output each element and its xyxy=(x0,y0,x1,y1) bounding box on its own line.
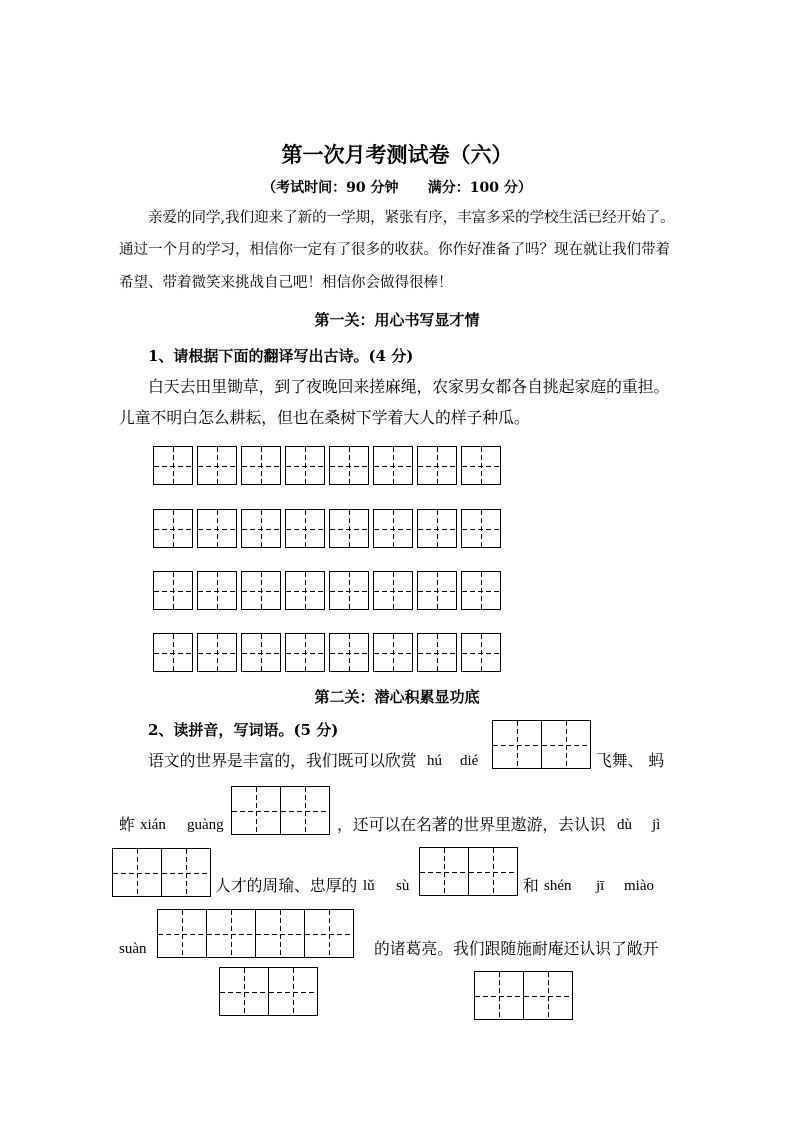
tianzige-box xyxy=(153,633,193,672)
pinyin-syllable: miào xyxy=(624,878,654,894)
tianzige-box xyxy=(329,509,369,548)
tianzige-box xyxy=(206,909,256,958)
tianzige-box xyxy=(492,720,542,769)
answer-boxes-lu-su xyxy=(419,847,518,896)
tianzige-box xyxy=(241,571,281,610)
exam-info: （考试时间：90 分钟 满分：100 分） xyxy=(262,180,532,196)
tianzige-box xyxy=(373,446,413,485)
pinyin-syllable: jì xyxy=(652,817,661,833)
tianzige-box xyxy=(197,509,237,548)
passage-text: 语文的世界是丰富的，我们既可以欣赏 xyxy=(148,751,417,770)
pinyin-syllable: shén xyxy=(544,878,572,894)
tianzige-box xyxy=(373,509,413,548)
tianzige-box xyxy=(285,571,325,610)
tianzige-box xyxy=(153,571,193,610)
tianzige-box xyxy=(268,967,318,1016)
tianzige-box xyxy=(241,509,281,548)
tianzige-box xyxy=(329,446,369,485)
tianzige-box xyxy=(461,571,501,610)
tianzige-box xyxy=(474,971,524,1020)
tianzige-box xyxy=(329,633,369,672)
answer-boxes-xian-guang xyxy=(231,786,330,835)
passage-text: 的诸葛亮。我们跟随施耐庵还认识了敞开 xyxy=(374,939,659,958)
tianzige-box xyxy=(285,509,325,548)
intro-line-1: 亲爱的同学,我们迎来了新的一学期，紧张有序，丰富多采的学校生活已经开始了。 xyxy=(148,210,675,226)
tianzige-box xyxy=(461,509,501,548)
section-1-heading: 第一关：用心书写显才情 xyxy=(314,311,480,329)
poem-answer-grid-row xyxy=(153,509,501,548)
tianzige-box xyxy=(255,909,305,958)
tianzige-box xyxy=(304,909,354,958)
tianzige-box xyxy=(285,633,325,672)
answer-boxes-shen-ji-miao-suan xyxy=(157,909,354,958)
pinyin-syllable: sù xyxy=(396,878,410,894)
pinyin-syllable: dù xyxy=(617,817,632,833)
tianzige-box xyxy=(197,571,237,610)
question-1-translation-line-2: 儿童不明白怎么耕耘，但也在桑树下学着大人的样子种瓜。 xyxy=(119,408,530,427)
passage-text: ，还可以在名著的世界里遨游，去认识 xyxy=(337,815,606,834)
pinyin-syllable: guàng xyxy=(187,817,224,833)
tianzige-box xyxy=(461,633,501,672)
intro-line-2: 通过一个月的学习，相信你一定有了很多的收获。你作好准备了吗？现在就让我们带着 xyxy=(119,242,670,258)
tianzige-box xyxy=(417,509,457,548)
answer-boxes-hu-die xyxy=(492,720,591,769)
page-title: 第一次月考测试卷（六） xyxy=(281,142,513,167)
pinyin-syllable: xián xyxy=(140,817,166,833)
pinyin-syllable: suàn xyxy=(119,941,147,957)
tianzige-box xyxy=(153,446,193,485)
answer-boxes-du-ji xyxy=(112,848,211,897)
question-1-translation-line-1: 白天去田里锄草，到了夜晚回来搓麻绳，农家男女都各自挑起家庭的重担。 xyxy=(148,377,670,396)
passage-text: 人才的周瑜、忠厚的 xyxy=(215,876,358,895)
answer-boxes-next-2 xyxy=(474,971,573,1020)
tianzige-box xyxy=(329,571,369,610)
tianzige-box xyxy=(280,786,330,835)
tianzige-box xyxy=(161,848,211,897)
passage-text: 和 xyxy=(523,876,539,895)
tianzige-box xyxy=(241,633,281,672)
tianzige-box xyxy=(153,509,193,548)
tianzige-box xyxy=(417,633,457,672)
pinyin-syllable: lǔ xyxy=(363,878,375,894)
pinyin-syllable: hú xyxy=(427,753,442,769)
poem-answer-grid-row xyxy=(153,633,501,672)
tianzige-box xyxy=(157,909,207,958)
tianzige-box xyxy=(419,847,469,896)
tianzige-box xyxy=(523,971,573,1020)
tianzige-box xyxy=(373,633,413,672)
tianzige-box xyxy=(112,848,162,897)
question-2-label: 2、读拼音，写词语。(5 分) xyxy=(148,721,339,739)
tianzige-box xyxy=(231,786,281,835)
poem-answer-grid-row xyxy=(153,571,501,610)
passage-text: 蚱 xyxy=(119,815,135,834)
pinyin-syllable: jī xyxy=(596,878,605,894)
tianzige-box xyxy=(417,446,457,485)
tianzige-box xyxy=(241,446,281,485)
pinyin-syllable: dié xyxy=(460,753,479,769)
answer-boxes-next-1 xyxy=(219,967,318,1016)
intro-line-3: 希望、带着微笑来挑战自己吧！相信你会做得很棒！ xyxy=(119,275,453,291)
tianzige-box xyxy=(197,633,237,672)
question-1-label: 1、请根据下面的翻译写出古诗。(4 分) xyxy=(148,347,414,365)
tianzige-box xyxy=(468,847,518,896)
tianzige-box xyxy=(461,446,501,485)
tianzige-box xyxy=(373,571,413,610)
section-2-heading: 第二关：潜心积累显功底 xyxy=(314,688,480,706)
poem-answer-grid-row xyxy=(153,446,501,485)
tianzige-box xyxy=(541,720,591,769)
tianzige-box xyxy=(417,571,457,610)
tianzige-box xyxy=(197,446,237,485)
passage-text: 飞舞、 蚂 xyxy=(596,751,665,770)
tianzige-box xyxy=(219,967,269,1016)
tianzige-box xyxy=(285,446,325,485)
